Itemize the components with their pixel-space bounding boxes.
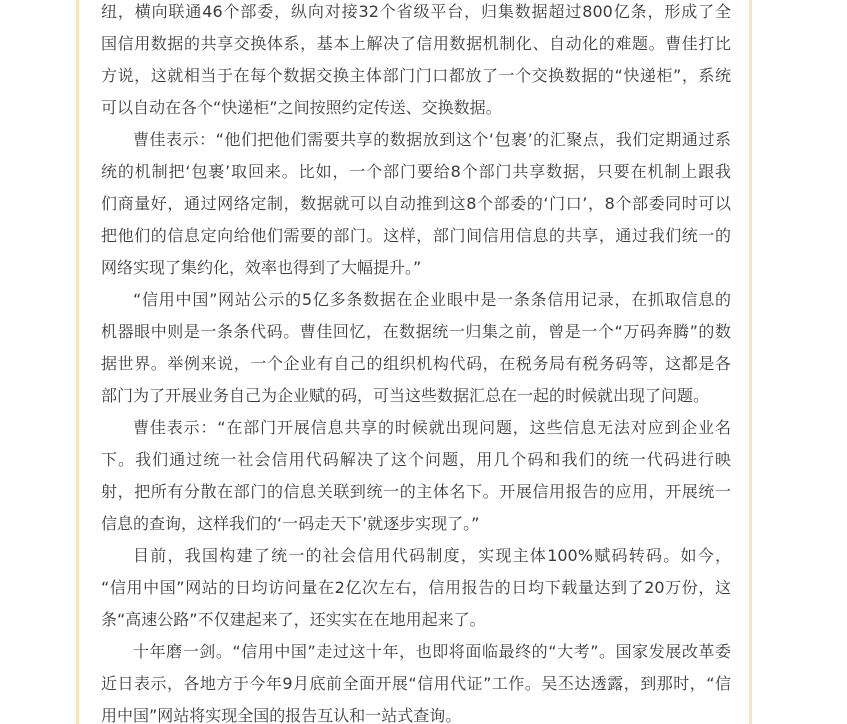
paragraph-4 <box>101 412 731 540</box>
text-line: 信息的查询，这样我们的‘一码走天下’就逐步实现了。” <box>101 514 480 533</box>
paragraph-5 <box>101 540 731 636</box>
text-line: 国信用数据的共享交换体系，基本上解决了信用数据机制化、自动化的难题。曹佳打比 <box>101 34 731 53</box>
paragraph-1 <box>101 0 731 124</box>
article-body <box>101 0 731 724</box>
text-line: 曹佳表示：“他们把他们需要共享的数据放到这个‘包裹’的汇聚点，我们定期通过系 <box>133 130 731 149</box>
text-line: 纽，横向联通46个部委，纵向对接32个省级平台，归集数据超过800亿条，形成了全 <box>101 2 731 21</box>
text-line: 机器眼中则是一条条代码。曹佳回忆，在数据统一归集之前，曾是一个“万码奔腾”的数 <box>101 322 731 341</box>
text-line: “信用中国”网站公示的5亿多条数据在企业眼中是一条条信用记录，在抓取信息的 <box>133 290 731 309</box>
text-line: 们商量好，通过网络定制，数据就可以自动推到这8个部委的‘门口’，8个部委同时可以 <box>101 194 731 213</box>
paragraph-3 <box>101 284 731 412</box>
text-line: 网络实现了集约化，效率也得到了大幅提升。” <box>101 258 422 277</box>
text-line: 曹佳表示：“在部门开展信息共享的时候就出现问题，这些信息无法对应到企业名 <box>133 418 731 437</box>
text-line: 条“高速公路”不仅建起来了，还实实在在地用起来了。 <box>101 610 486 629</box>
text-line: 目前，我国构建了统一的社会信用代码制度，实现主体100%赋码转码。如今， <box>133 546 731 565</box>
text-line: “信用中国”网站的日均访问量在2亿次左右，信用报告的日均下载量达到了20万份，这 <box>101 578 731 597</box>
right-border-rule <box>749 0 752 724</box>
text-line: 据世界。举例来说，一个企业有自己的组织机构代码，在税务局有税务码等，这都是各 <box>101 354 731 373</box>
text-line: 用中国”网站将实现全国的报告互认和一站式查询。 <box>101 706 462 724</box>
text-line: 近日表示，各地方于今年9月底前全面开展“信用代证”工作。吴丕达透露，到那时，“信 <box>101 674 731 693</box>
paragraph-6 <box>101 636 731 724</box>
text-line: 把他们的信息定向给他们需要的部门。这样，部门间信用信息的共享，通过我们统一的 <box>101 226 731 245</box>
left-border-rule <box>76 0 79 724</box>
text-line: 十年磨一剑。“信用中国”走过这十年，也即将面临最终的“大考”。国家发展改革委 <box>133 642 731 661</box>
text-line: 射，把所有分散在部门的信息关联到统一的主体名下。开展信用报告的应用，开展统一 <box>101 482 731 501</box>
text-line: 可以自动在各个“快递柜”之间按照约定传送、交换数据。 <box>101 98 502 117</box>
text-line: 统的机制把‘包裹’取回来。比如，一个部门要给8个部门共享数据，只要在机制上跟我 <box>101 162 731 181</box>
text-line: 方说，这就相当于在每个数据交换主体部门门口都放了一个交换数据的“快递柜”，系统 <box>101 66 731 85</box>
text-line: 部门为了开展业务自己为企业赋的码，可当这些数据汇总在一起的时候就出现了问题。 <box>101 386 710 405</box>
paragraph-2 <box>101 124 731 284</box>
text-line: 下。我们通过统一社会信用代码解决了这个问题，用几个码和我们的统一代码进行映 <box>101 450 731 469</box>
